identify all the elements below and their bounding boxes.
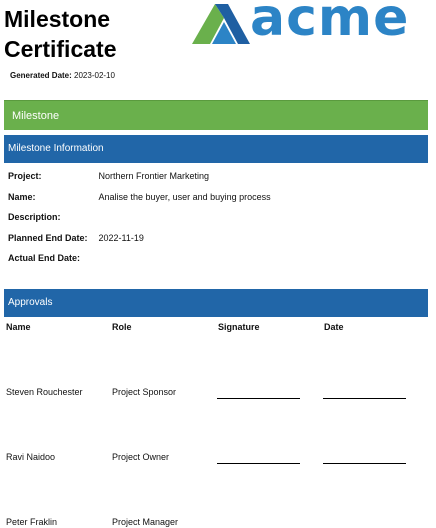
generated-date bbox=[10, 71, 115, 80]
approver-role: Project Sponsor bbox=[112, 387, 177, 397]
field-project bbox=[8, 171, 209, 181]
title-line-2: Certificate bbox=[4, 36, 117, 62]
field-value: Northern Frontier Marketing bbox=[98, 171, 210, 181]
milestone-bar: Milestone bbox=[4, 100, 428, 130]
approver-name: Ravi Naidoo bbox=[6, 452, 56, 462]
generated-date-label: Generated Date: bbox=[10, 71, 72, 80]
approver-role: Project Manager bbox=[112, 517, 179, 527]
field-value: 2022-11-19 bbox=[98, 233, 144, 243]
date-line[interactable] bbox=[323, 398, 406, 399]
acme-logo-text: acme bbox=[250, 0, 410, 48]
field-label: Description: bbox=[8, 212, 61, 222]
title-line-1: Milestone bbox=[4, 6, 111, 32]
approvals-header: Approvals bbox=[4, 289, 428, 317]
date-line[interactable] bbox=[323, 463, 406, 464]
signature-line[interactable] bbox=[217, 463, 300, 464]
field-label: Name: bbox=[8, 192, 36, 202]
page-title bbox=[4, 4, 116, 64]
field-label: Project: bbox=[8, 171, 42, 181]
column-header-signature: Signature bbox=[218, 322, 260, 332]
field-label: Planned End Date: bbox=[8, 233, 88, 243]
signature-line[interactable] bbox=[217, 398, 300, 399]
acme-logo bbox=[192, 0, 432, 50]
field-value: Analise the buyer, user and buying process bbox=[98, 192, 271, 202]
acme-logo-mark-icon bbox=[192, 2, 252, 46]
approver-name: Steven Rouchester bbox=[6, 387, 83, 397]
approver-name: Peter Fraklin bbox=[6, 517, 58, 527]
column-header-date: Date bbox=[324, 322, 344, 332]
generated-date-value: 2023-02-10 bbox=[74, 71, 115, 80]
field-description bbox=[8, 212, 99, 222]
field-planned-end-date bbox=[8, 233, 144, 243]
field-label: Actual End Date: bbox=[8, 253, 81, 263]
milestone-information-header: Milestone Information bbox=[4, 135, 428, 163]
field-actual-end-date bbox=[8, 253, 99, 263]
column-header-name: Name bbox=[6, 322, 31, 332]
column-header-role: Role bbox=[112, 322, 132, 332]
field-name bbox=[8, 192, 271, 202]
approver-role: Project Owner bbox=[112, 452, 170, 462]
